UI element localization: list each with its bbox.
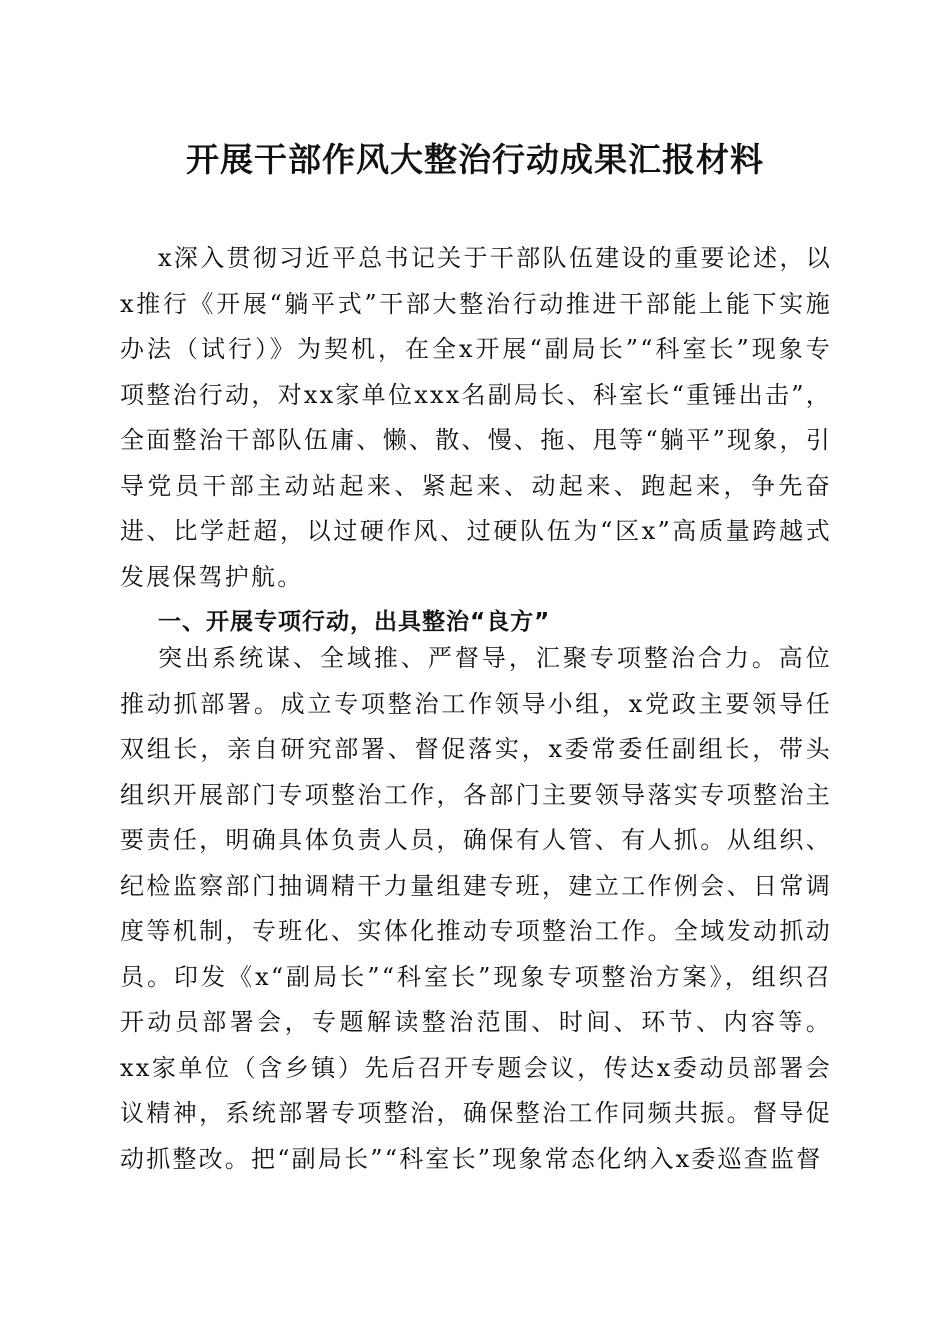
intro-paragraph: x深入贯彻习近平总书记关于干部队伍建设的重要论述，以x推行《开展“躺平式”干部大整治行动推进干部能上能下实施办法（试行）》为契机，在全x开展“副局长”“科室长”现象专项整治行动，对xx家单位xxx名副局长、科室长“重锤出击”，全面整治干部队伍庸、懒、散、慢、拖、甩等“躺平”现象，引导党员干部主动站起来、紧起来、动起来、跑起来，争先奋进、比学赶超，以过硬作风、过硬队伍为“区x”高质量跨越式发展保驾护航。 [120,244,832,591]
section-paragraph: 突出系统谋、全域推、严督导，汇聚专项整治合力。高位推动抓部署。成立专项整治工作领导小组，x党政主要领导任双组长，亲自研究部署、督促落实，x委常委任副组长，带头组织开展部门专项整治工作，各部门主要领导落实专项整治主要责任，明确具体负责人员，确保有人管、有人抓。从组织、纪检监察部门抽调精干力量组建专班，建立工作例会、日常调度等机制，专班化、实体化推动专项整治工作。全域发动抓动员。印发《x“副局长”“科室长”现象专项整治方案》，组织召开动员部署会，专题解读整治范围、时间、环节、内容等。xx家单位（含乡镇）先后召开专题会议，传达x委动员部署会议精神，系统部署专项整治，确保整治工作同频共振。督导促动抓整改。把“副局长”“科室长”现象常态化纳入x委巡查监督 [120,644,832,1173]
intro-block [120,236,832,600]
document-title: 开展干部作风大整治行动成果汇报材料 [186,140,764,179]
section-1-body [120,636,832,1182]
section-heading: 一、开展专项行动，出具整治“良方” [158,609,551,635]
